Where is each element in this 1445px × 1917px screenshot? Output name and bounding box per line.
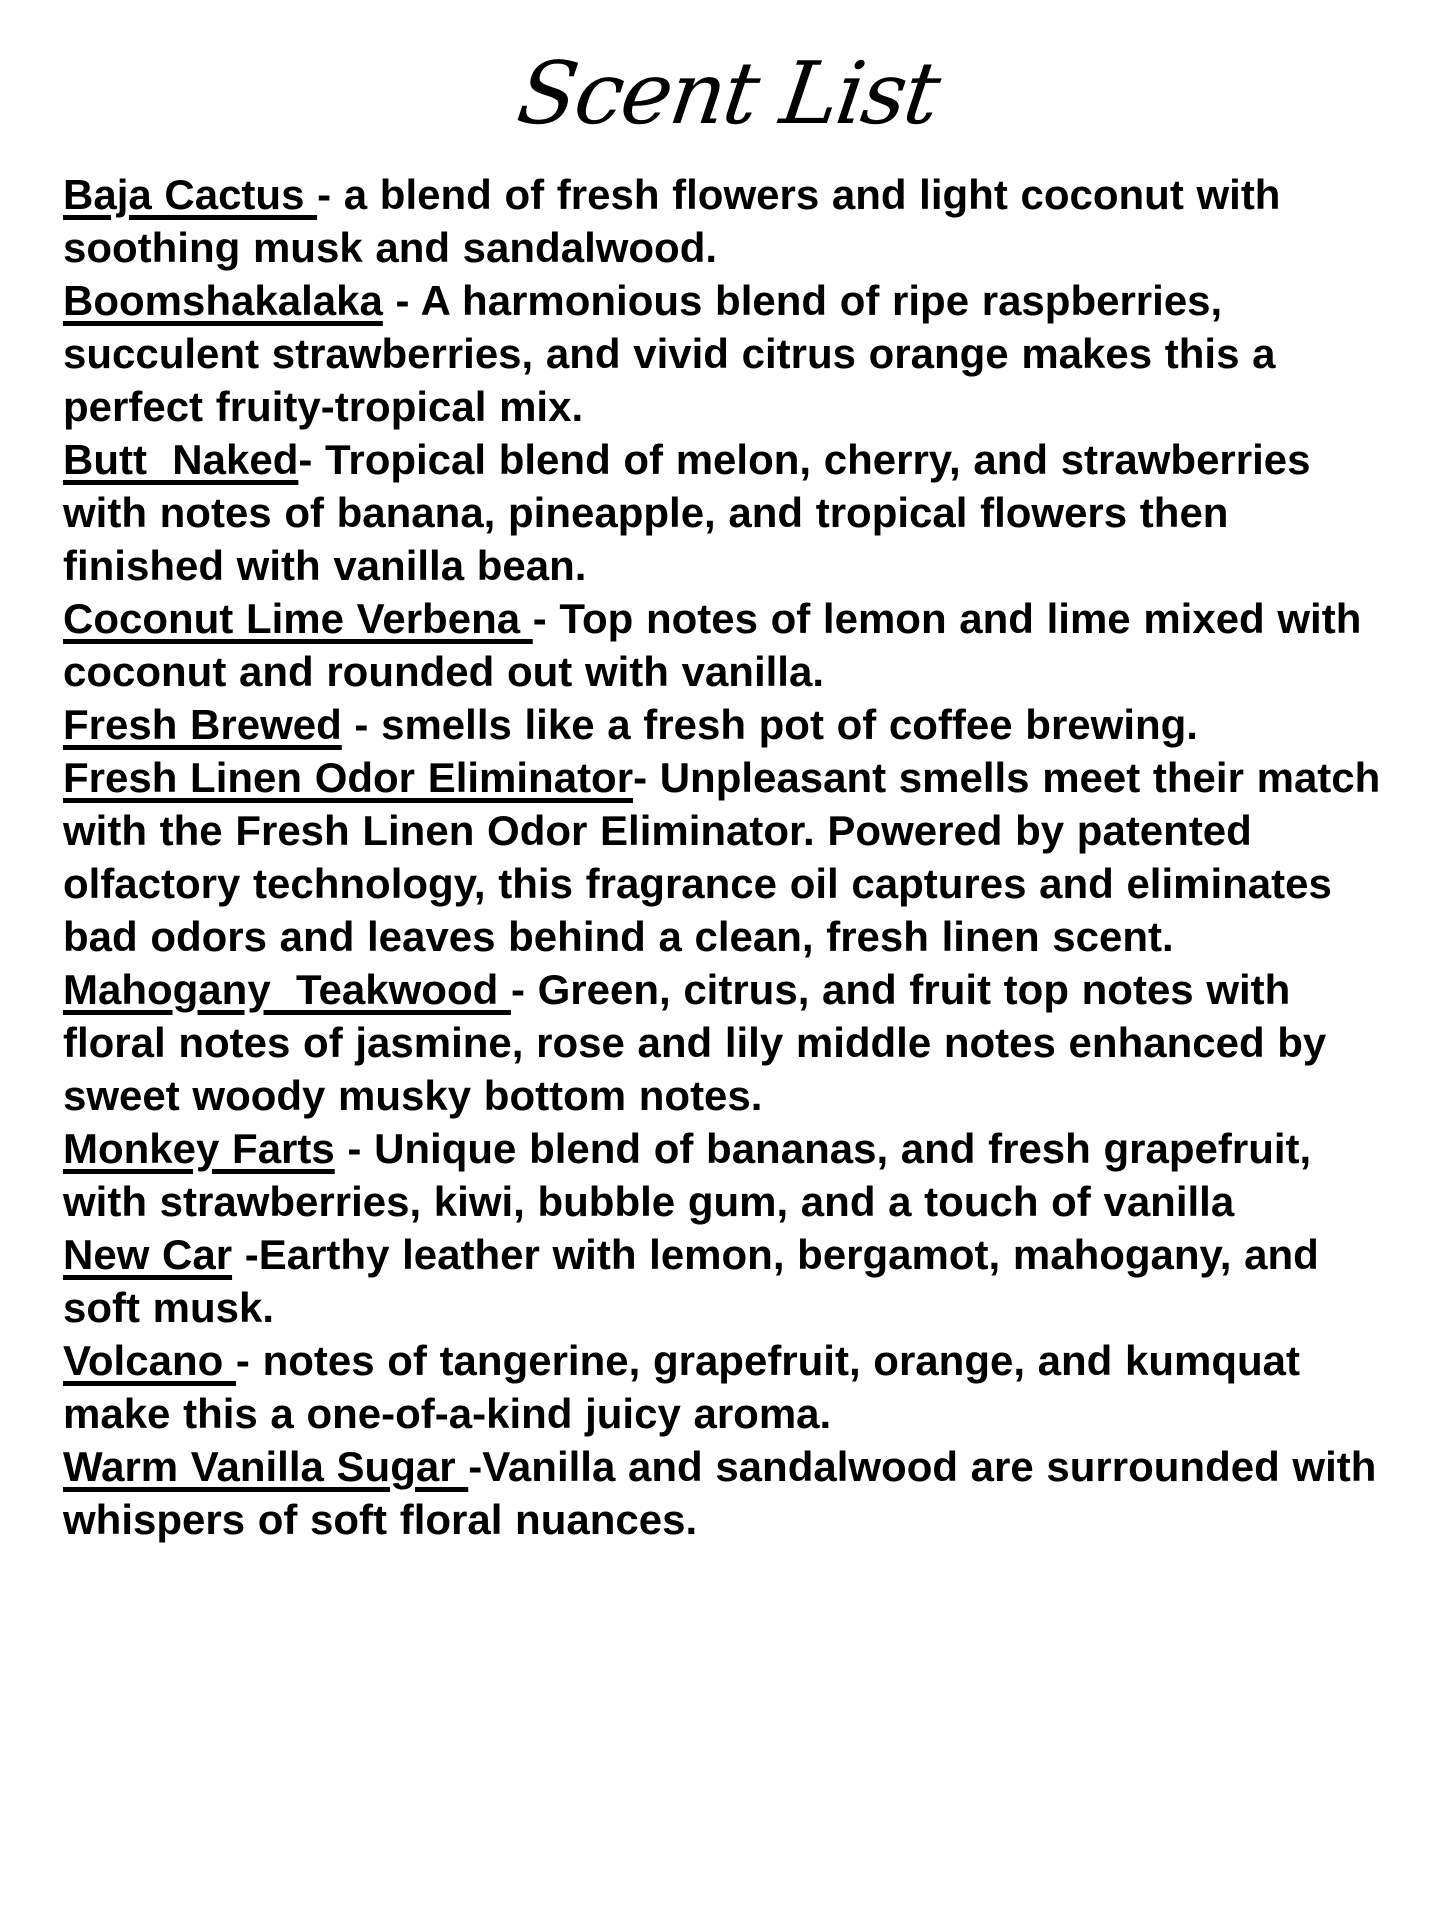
scent-description: - smells like a fresh pot of coffee brewing. [341,701,1198,749]
scent-entry [63,592,1393,698]
scent-entry [63,1228,1393,1334]
scent-description: - A harmonious blend of ripe raspberries, succulent strawberries, and vivid citrus orange makes this a perfect fruity-tropical mix. [63,277,1276,431]
scent-description: - Top notes of lemon and lime mixed with coconut and rounded out with vanilla. [63,595,1362,696]
scent-description: - a blend of fresh flowers and light coconut with soothing musk and sandalwood. [63,171,1281,272]
scent-name: New Car [63,1231,233,1279]
scent-name: Volcano [63,1337,236,1385]
scent-entry [63,1440,1393,1546]
scent-description: - notes of tangerine, grapefruit, orange, and kumquat make this a one-of-a-kind juicy aroma. [63,1337,1301,1438]
scent-entry [63,751,1393,963]
scent-description: - Unpleasant smells meet their match with the Fresh Linen Odor Eliminator. Powered by patented olfactory technology, this fragrance oil captures and eliminates bad odors and leaves behind a clean, fresh linen scent. [63,754,1381,961]
scent-name: Mahogany Teakwood [63,966,511,1014]
scent-entry [63,433,1393,592]
scent-description: - Unique blend of bananas, and fresh grapefruit, with strawberries, kiwi, bubble gum, and a touch of vanilla [63,1125,1312,1226]
scent-name: Monkey Farts [63,1125,335,1173]
document-page [0,46,1445,1917]
scent-name: Baja Cactus [63,171,318,219]
scent-name: Coconut Lime Verbena [63,595,533,643]
scent-entry [63,1122,1393,1228]
scent-entry [63,168,1393,274]
scent-name: Fresh Linen Odor Eliminator [63,754,634,802]
scent-name: Boomshakalaka [63,277,383,325]
scent-list [63,168,1393,1546]
scent-name: Fresh Brewed [63,701,342,749]
scent-entry [63,274,1393,433]
scent-entry [63,1334,1393,1440]
scent-entry [63,698,1393,751]
scent-description: -Vanilla and sandalwood are surrounded with whispers of soft floral nuances. [63,1443,1377,1544]
scent-entry [63,963,1393,1122]
page-title: Scent List [511,44,945,144]
scent-name: Warm Vanilla Sugar [63,1443,469,1491]
scent-description: -Earthy leather with lemon, bergamot, mahogany, and soft musk. [63,1231,1319,1332]
scent-description: - Green, citrus, and fruit top notes with floral notes of jasmine, rose and lily middle notes enhanced by sweet woody musky bottom notes. [63,966,1327,1120]
scent-name: Butt Naked [63,436,299,484]
scent-description: - Tropical blend of melon, cherry, and strawberries with notes of banana, pineapple, and tropical flowers then finished with vanilla bean. [63,436,1311,590]
